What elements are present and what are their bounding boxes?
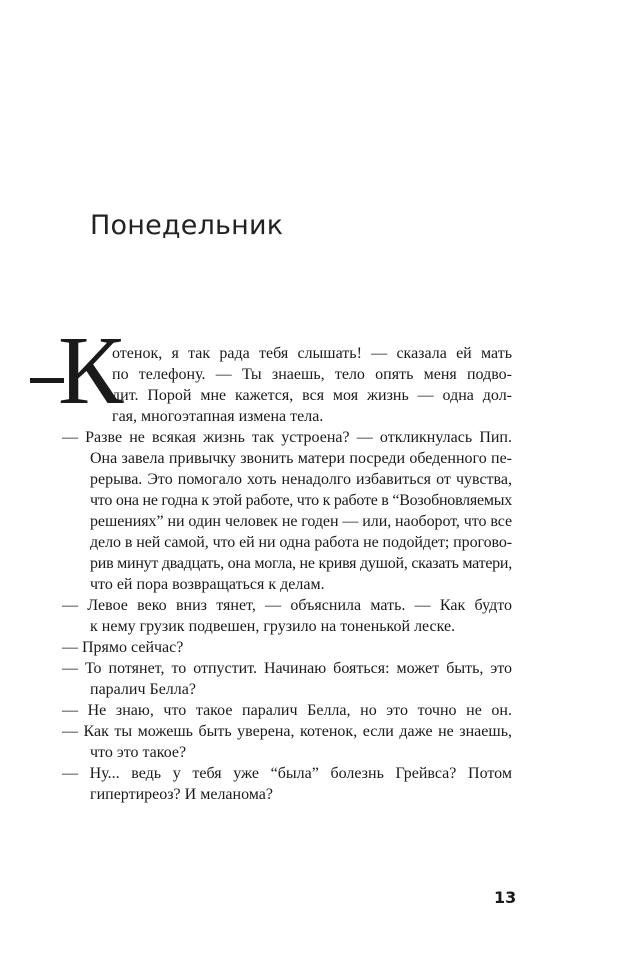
text-line: что ей пора возвращаться к делам. (90, 576, 325, 593)
text-line: дело в ней самой, что ей ни одна работа не подойдет; прогово- (90, 534, 513, 551)
text-line: — Прямо сейчас? (62, 639, 184, 656)
text-line: гипертиреоз? И меланома? (90, 786, 273, 803)
text-line: рив минут двадцать, она могла, не кривя душой, сказать матери, (90, 555, 512, 572)
text-line: что она не годна к этой работе, что к работе в “Возобновляемых (90, 492, 512, 509)
text-line: отенок, я так рада тебя слышать! — сказала ей мать (112, 345, 512, 362)
text-line: дит. Порой мне кажется, вся моя жизнь — одна дол- (112, 387, 513, 404)
text-line: по телефону. — Ты знаешь, тело опять меня подво- (112, 366, 512, 383)
chapter-title: Понедельник (90, 210, 284, 241)
text-line: — Ну... ведь у тебя уже “была” болезнь Грейвса? Потом (62, 765, 512, 782)
text-line: гая, многоэтапная измена тела. (112, 408, 324, 425)
text-line: — То потянет, то отпустит. Начинаю бояться: может быть, это (62, 660, 512, 677)
text-line: что это такое? (90, 744, 187, 761)
text-line: — Разве не всякая жизнь так устроена? — откликнулась Пип. (62, 429, 512, 446)
page-number: 13 (494, 888, 517, 907)
text-line: решениях” ни один человек не годен — или, наоборот, что все (90, 513, 513, 530)
text-line: — Не знаю, что такое паралич Белла, но это точно не он. (62, 702, 512, 719)
text-line: — Как ты можешь быть уверена, котенок, если даже не знаешь, (62, 723, 512, 740)
drop-cap-letter: К (58, 317, 124, 425)
text-line: паралич Белла? (90, 681, 196, 698)
text-line: к нему грузик подвешен, грузило на тоненькой леске. (90, 618, 456, 635)
text-line: рерыва. Это помогало хоть ненадолго избавиться от чувства, (90, 471, 512, 488)
text-line: — Левое веко вниз тянет, — объяснила мать. — Как будто (62, 597, 512, 614)
text-line: Она завела привычку звонить матери посреди обеденного пе- (90, 450, 512, 467)
